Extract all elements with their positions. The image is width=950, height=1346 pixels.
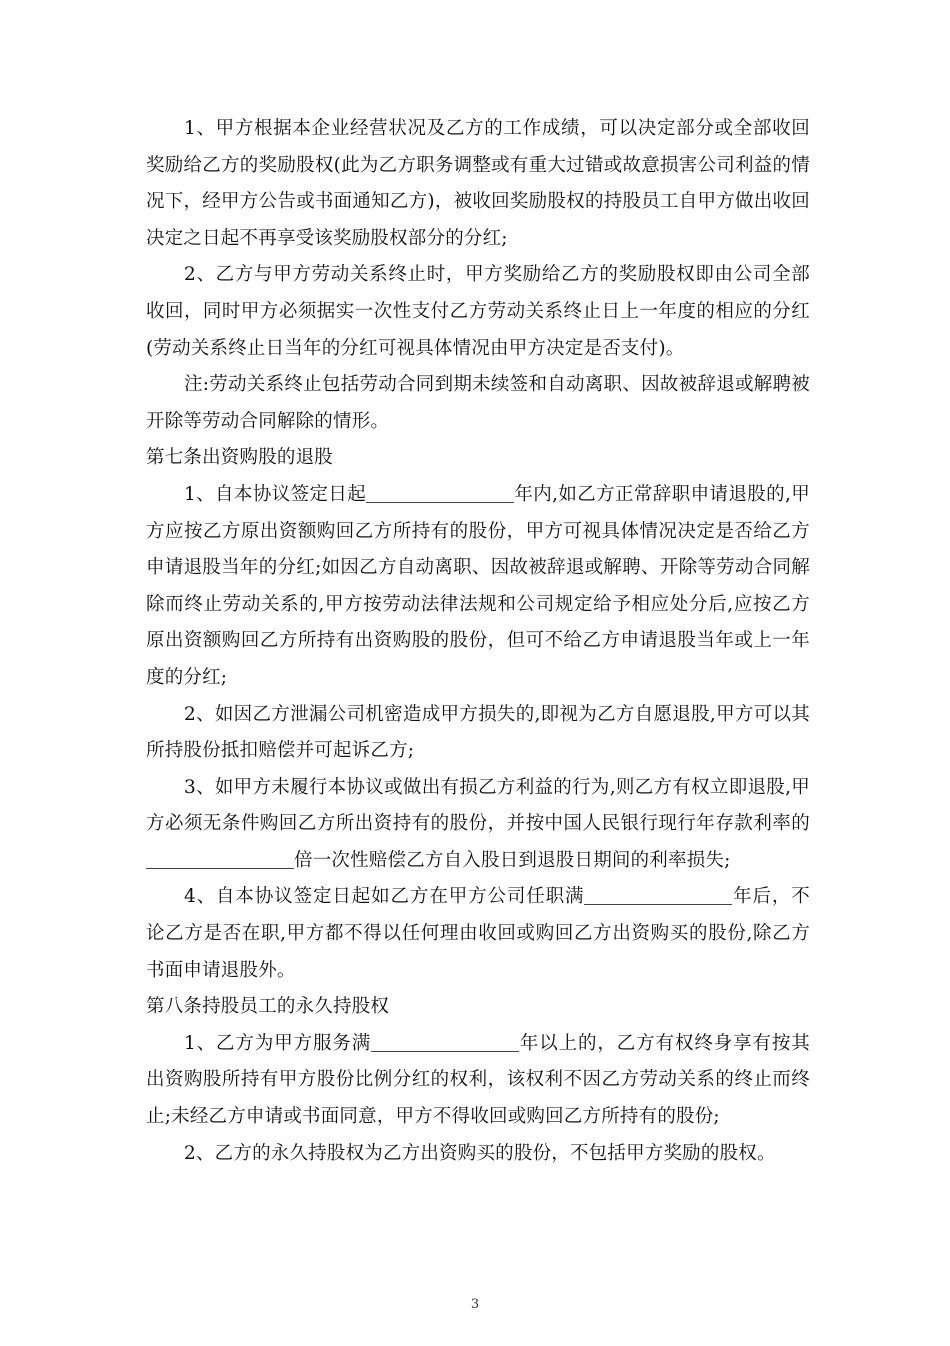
paragraph-text-part: 4、自本协议签定日起如乙方在甲方公司任职满 — [184, 886, 585, 908]
paragraph-tenure-protection — [146, 879, 810, 989]
paragraph-permanent-dividend — [146, 1026, 810, 1136]
paragraph-labor-termination: 2、乙方与甲方劳动关系终止时，甲方奖励给乙方的奖励股权即由公司全部收回，同时甲方必须据实一次性支付乙方劳动关系终止日上一年度的相应的分红(劳动关系终止日当年的分红可视具体情况由甲方决定是否支付)。 — [146, 264, 810, 359]
blank-field-multiple — [146, 850, 294, 869]
paragraph-note: 注:劳动关系终止包括劳动合同到期未续签和自动离职、因故被辞退或解聘被开除等劳动合同解除的情形。 — [146, 374, 810, 432]
blank-field-service-years — [371, 1033, 519, 1052]
page-number: 3 — [470, 1297, 480, 1312]
paragraph-text-part: 1、自本协议签定日起 — [184, 483, 367, 505]
paragraph-confidentiality-leak: 2、如因乙方泄漏公司机密造成甲方损失的,即视为乙方自愿退股,甲方可以其所持股份抵扣赔偿并可起诉乙方; — [146, 703, 810, 762]
paragraph-text-part: 年后，不论乙方是否在职,甲方都不得以任何理由收回或购回乙方出资购买的股份,除乙方书面申请退股外。 — [146, 886, 810, 981]
document-body — [146, 111, 810, 1172]
article-7-heading: 第七条出资购股的退股 — [146, 447, 334, 469]
blank-field-years — [366, 484, 514, 503]
paragraph-text-part: 1、乙方为甲方服务满 — [184, 1032, 372, 1054]
paragraph-text-part: 年内,如乙方正常辞职申请退股的,甲方应按乙方原出资额购回乙方所持有的股份，甲方可视具体情况决定是否给乙方申请退股当年的分红;如因乙方自动离职、因故被辞退或解聘、开除等劳动合同解除而终止劳动关系的,甲方按劳动法律法规和公司规定给予相应处分后,应按乙方原出资额购回乙方所持有出资购股的股份，但可不给乙方申请退股当年或上一年度的分红; — [146, 483, 810, 688]
paragraph-breach-compensation — [146, 770, 810, 880]
paragraph-permanent-scope: 2、乙方的永久持股权为乙方出资购买的股份，不包括甲方奖励的股权。 — [184, 1142, 776, 1164]
blank-field-tenure-years — [584, 886, 732, 905]
paragraph-withdrawal-within-years — [146, 477, 810, 697]
article-8-heading: 第八条持股员工的永久持股权 — [146, 996, 390, 1018]
paragraph-reward-equity-recall: 1、甲方根据本企业经营状况及乙方的工作成绩，可以决定部分或全部收回奖励给乙方的奖励股权(此为乙方职务调整或有重大过错或故意损害公司利益的情况下，经甲方公告或书面通知乙方)，被收回奖励股权的持股员工自甲方做出收回决定之日起不再享受该奖励股权部分的分红; — [146, 118, 810, 249]
paragraph-text-part: 倍一次性赔偿乙方自入股日到退股日期间的利率损失; — [294, 849, 731, 871]
paragraph-text-part: 年以上的，乙方有权终身享有按其出资购股所持有甲方股份比例分红的权利，该权利不因乙方劳动关系的终止而终止;未经乙方申请或书面同意，甲方不得收回或购回乙方所持有的股份; — [146, 1032, 810, 1128]
paragraph-text-part: 3、如甲方未履行本协议或做出有损乙方利益的行为,则乙方有权立即退股,甲方必须无条件购回乙方所出资持有的股份，并按中国人民银行现行年存款利率的 — [146, 776, 810, 835]
